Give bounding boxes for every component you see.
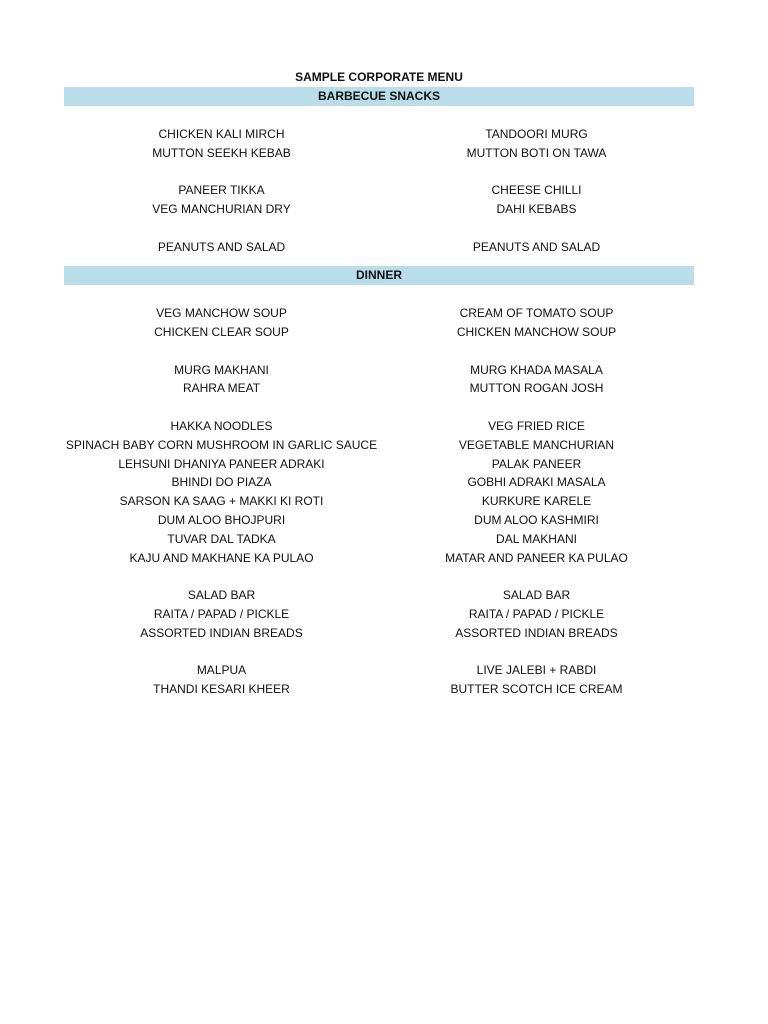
menu-item-left: PEANUTS AND SALAD bbox=[157, 239, 286, 254]
menu-item-left: SPINACH BABY CORN MUSHROOM IN GARLIC SAUCE bbox=[65, 437, 378, 452]
menu-item-right: MATAR AND PANEER KA PULAO bbox=[445, 550, 628, 565]
menu-item-left: MALPUA bbox=[196, 663, 247, 678]
menu-group bbox=[64, 661, 694, 699]
menu-group bbox=[64, 586, 694, 642]
menu-item-left: VEG MANCHOW SOUP bbox=[156, 306, 287, 321]
menu-item-right: TANDOORI MURG bbox=[485, 126, 588, 141]
menu-item-right: KURKURE KARELE bbox=[481, 494, 592, 509]
menu-item-right: CHICKEN MANCHOW SOUP bbox=[456, 324, 617, 339]
menu-item-right: PEANUTS AND SALAD bbox=[472, 239, 601, 254]
menu-item-right: LIVE JALEBI + RABDI bbox=[476, 663, 597, 678]
menu-item-left: THANDI KESARI KHEER bbox=[153, 682, 290, 697]
menu-item-right: MURG KHADA MASALA bbox=[470, 362, 603, 377]
menu-group bbox=[64, 238, 694, 257]
section-gap bbox=[64, 256, 694, 266]
menu-item-right: BUTTER SCOTCH ICE CREAM bbox=[450, 682, 623, 697]
menu-title: SAMPLE CORPORATE MENU bbox=[295, 70, 463, 84]
menu-item-right: PALAK PANEER bbox=[491, 456, 582, 471]
menu-item-left: RAHRA MEAT bbox=[182, 381, 261, 396]
menu-item-right: CREAM OF TOMATO SOUP bbox=[459, 306, 614, 321]
menu-item-left: CHICKEN CLEAR SOUP bbox=[154, 324, 289, 339]
menu-item-left: BHINDI DO PIAZA bbox=[171, 475, 272, 490]
menu-item-left: TUVAR DAL TADKA bbox=[167, 531, 276, 546]
menu-item-left: RAITA / PAPAD / PICKLE bbox=[153, 606, 290, 621]
menu-sections bbox=[64, 87, 694, 699]
menu-item-right: MUTTON BOTI ON TAWA bbox=[466, 145, 607, 160]
group-spacer bbox=[64, 285, 694, 304]
menu-item-right: DAHI KEBABS bbox=[496, 201, 577, 216]
menu-item-right: SALAD BAR bbox=[502, 588, 571, 603]
menu-item-left: CHICKEN KALI MIRCH bbox=[158, 126, 285, 141]
menu-group bbox=[64, 304, 694, 342]
group-spacer bbox=[64, 643, 694, 662]
menu-item-right: MUTTON ROGAN JOSH bbox=[469, 381, 604, 396]
group-spacer bbox=[64, 162, 694, 181]
menu-item-right: GOBHI ADRAKI MASALA bbox=[467, 475, 606, 490]
menu-item-left: DUM ALOO BHOJPURI bbox=[157, 512, 286, 527]
menu-item-left: HAKKA NOODLES bbox=[170, 418, 273, 433]
menu-item-right: CHEESE CHILLI bbox=[491, 183, 582, 198]
menu-group bbox=[64, 361, 694, 399]
group-spacer bbox=[64, 106, 694, 125]
menu-item-right: VEGETABLE MANCHURIAN bbox=[458, 437, 615, 452]
section-header: DINNER bbox=[64, 266, 694, 285]
menu-item-left: MUTTON SEEKH KEBAB bbox=[152, 145, 291, 160]
menu-item-left: SALAD BAR bbox=[187, 588, 256, 603]
menu-item-right: RAITA / PAPAD / PICKLE bbox=[468, 606, 605, 621]
menu-item-left: MURG MAKHANI bbox=[174, 362, 269, 377]
menu-item-left: SARSON KA SAAG + MAKKI KI ROTI bbox=[119, 494, 324, 509]
menu-item-right: ASSORTED INDIAN BREADS bbox=[455, 625, 618, 640]
menu-item-left: PANEER TIKKA bbox=[178, 183, 265, 198]
menu-item-left: KAJU AND MAKHANE KA PULAO bbox=[129, 550, 314, 565]
group-spacer bbox=[64, 398, 694, 417]
section-header: BARBECUE SNACKS bbox=[64, 87, 694, 106]
menu-item-left: LEHSUNI DHANIYA PANEER ADRAKI bbox=[118, 456, 325, 471]
menu-item-right: VEG FRIED RICE bbox=[488, 418, 585, 433]
menu-item-right: DUM ALOO KASHMIRI bbox=[474, 512, 599, 527]
menu-group bbox=[64, 417, 694, 567]
menu-item-left: ASSORTED INDIAN BREADS bbox=[140, 625, 303, 640]
group-spacer bbox=[64, 219, 694, 238]
menu-item-left: VEG MANCHURIAN DRY bbox=[152, 201, 291, 216]
menu-page bbox=[64, 68, 694, 699]
group-spacer bbox=[64, 567, 694, 586]
group-spacer bbox=[64, 342, 694, 361]
menu-group bbox=[64, 125, 694, 163]
menu-group bbox=[64, 181, 694, 219]
menu-item-right: DAL MAKHANI bbox=[496, 531, 577, 546]
